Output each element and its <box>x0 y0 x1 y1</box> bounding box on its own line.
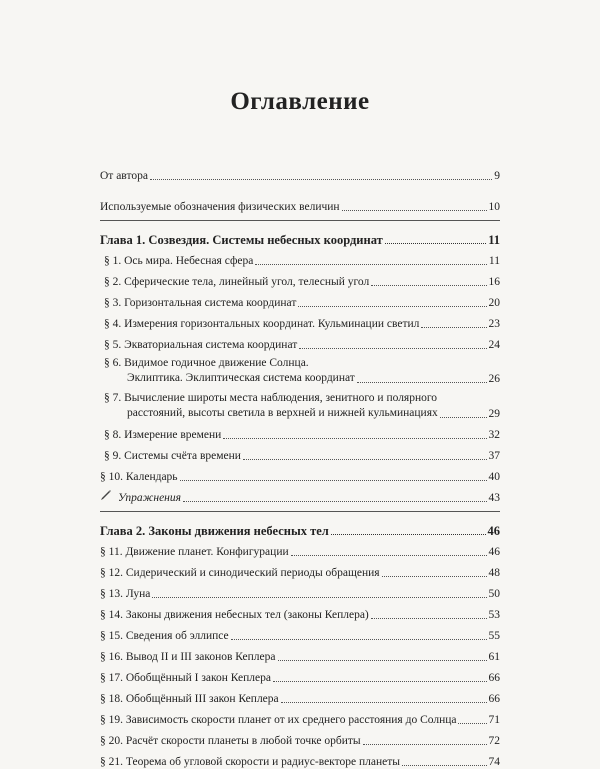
toc-page-number: 43 <box>488 492 500 504</box>
section-label: § 5. Экваториальная система координат <box>104 339 298 351</box>
dot-leader <box>243 459 487 460</box>
toc-page-number: 72 <box>488 735 500 747</box>
toc-chapter-1[interactable] <box>100 223 500 247</box>
toc-page-number: 48 <box>488 567 500 579</box>
toc-section[interactable] <box>100 727 500 748</box>
toc-section[interactable] <box>100 247 500 268</box>
section-label-line1: § 7. Вычисление широты места наблюдения, зенитного и полярного <box>104 392 438 404</box>
dot-leader <box>223 438 486 439</box>
section-label <box>104 356 355 386</box>
dot-leader <box>421 327 486 328</box>
section-label: § 9. Системы счёта времени <box>104 450 241 462</box>
toc-entry-notation[interactable] <box>100 193 500 214</box>
toc-page-number: 29 <box>488 408 500 420</box>
toc-page-number: 74 <box>488 756 500 768</box>
section-label: § 16. Вывод II и III законов Кеплера <box>100 651 276 663</box>
toc-page-number: 11 <box>488 255 500 267</box>
toc-page-number: 53 <box>488 609 500 621</box>
dot-leader <box>385 243 486 244</box>
dot-leader <box>382 576 487 577</box>
section-label: § 15. Сведения об эллипсе <box>100 630 229 642</box>
toc-section-6[interactable] <box>100 356 500 386</box>
pencil-icon <box>100 489 114 505</box>
dot-leader <box>342 210 487 211</box>
section-label <box>104 391 438 421</box>
toc-page-number: 10 <box>488 201 500 213</box>
section-label: § 14. Законы движения небесных тел (законы Кеплера) <box>100 609 369 621</box>
page-title: Оглавление <box>230 88 370 115</box>
dot-leader <box>281 702 487 703</box>
divider <box>100 511 500 512</box>
section-label: § 1. Ось мира. Небесная сфера <box>104 255 254 267</box>
toc-page-number: 16 <box>488 276 500 288</box>
toc-page-number: 11 <box>488 233 500 247</box>
dot-leader <box>231 639 487 640</box>
toc-section[interactable] <box>100 463 500 484</box>
dot-leader <box>278 660 487 661</box>
toc-page-number: 24 <box>488 339 500 351</box>
section-label: § 3. Горизонтальная система координат <box>104 297 297 309</box>
section-label-line2: расстояний, высоты светила в верхней и нижней кульминациях <box>127 407 438 419</box>
section-label: § 4. Измерения горизонтальных координат. Кульминации светил <box>104 318 420 330</box>
toc-section[interactable] <box>100 421 500 442</box>
section-label: § 12. Сидерический и синодический периоды обращения <box>100 567 380 579</box>
dot-leader <box>402 765 487 766</box>
section-label: Упражнения <box>118 492 181 504</box>
toc-section[interactable] <box>100 559 500 580</box>
toc-section[interactable] <box>100 580 500 601</box>
toc-entry-label: От автора <box>100 170 148 182</box>
toc-section[interactable] <box>100 685 500 706</box>
table-of-contents <box>100 162 500 769</box>
toc-section[interactable] <box>100 268 500 289</box>
toc-page-number: 46 <box>487 524 500 538</box>
section-label-line1: § 6. Видимое годичное движение Солнца. <box>104 357 309 369</box>
dot-leader <box>371 285 486 286</box>
dot-leader <box>440 417 487 418</box>
dot-leader <box>152 597 486 598</box>
toc-page-number: 40 <box>488 471 500 483</box>
toc-page-number: 61 <box>488 651 500 663</box>
toc-page-number: 66 <box>488 672 500 684</box>
chapter-title: Глава 1. Созвездия. Системы небесных координат <box>100 233 383 247</box>
section-label: § 2. Сферические тела, линейный угол, телесный угол <box>104 276 370 288</box>
toc-section[interactable] <box>100 664 500 685</box>
toc-page-number: 37 <box>488 450 500 462</box>
dot-leader <box>255 264 487 265</box>
toc-entry-label: Используемые обозначения физических величин <box>100 201 340 213</box>
toc-page-number: 23 <box>488 318 500 330</box>
dot-leader <box>331 534 486 535</box>
section-label: § 8. Измерение времени <box>104 429 222 441</box>
section-label: § 19. Зависимость скорости планет от их среднего расстояния до Солнца <box>100 714 457 726</box>
toc-page-number: 20 <box>488 297 500 309</box>
toc-page-number: 66 <box>488 693 500 705</box>
toc-section[interactable] <box>100 442 500 463</box>
toc-section[interactable] <box>100 748 500 769</box>
section-label: § 13. Луна <box>100 588 151 600</box>
toc-section[interactable] <box>100 643 500 664</box>
section-label-line2: Эклиптика. Эклиптическая система координат <box>127 372 355 384</box>
dot-leader <box>150 179 492 180</box>
dot-leader <box>363 744 487 745</box>
dot-leader <box>291 555 487 556</box>
toc-section[interactable] <box>100 622 500 643</box>
section-label: § 18. Обобщённый III закон Кеплера <box>100 693 279 705</box>
dot-leader <box>299 348 486 349</box>
toc-page-number: 71 <box>488 714 500 726</box>
dot-leader <box>357 382 487 383</box>
toc-section-7[interactable] <box>100 391 500 421</box>
divider <box>100 220 500 221</box>
toc-page-number: 50 <box>488 588 500 600</box>
toc-section[interactable] <box>100 331 500 352</box>
chapter-title: Глава 2. Законы движения небесных тел <box>100 524 329 538</box>
toc-exercises[interactable] <box>100 484 500 505</box>
toc-page-number: 55 <box>488 630 500 642</box>
toc-page-number: 26 <box>488 373 500 385</box>
dot-leader <box>298 306 486 307</box>
toc-section[interactable] <box>100 310 500 331</box>
toc-section[interactable] <box>100 289 500 310</box>
section-label: § 10. Календарь <box>100 471 178 483</box>
section-label: § 21. Теорема об угловой скорости и радиус-векторе планеты <box>100 756 400 768</box>
dot-leader <box>371 618 487 619</box>
toc-page-number: 46 <box>488 546 500 558</box>
toc-section[interactable] <box>100 601 500 622</box>
toc-page-number: 9 <box>494 170 500 182</box>
dot-leader <box>458 723 486 724</box>
dot-leader <box>273 681 487 682</box>
toc-chapter-2[interactable] <box>100 514 500 538</box>
toc-page-number: 32 <box>488 429 500 441</box>
toc-section[interactable] <box>100 538 500 559</box>
section-label: § 11. Движение планет. Конфигурации <box>100 546 289 558</box>
section-label: § 20. Расчёт скорости планеты в любой точке орбиты <box>100 735 361 747</box>
section-label: § 17. Обобщённый I закон Кеплера <box>100 672 271 684</box>
toc-entry-author[interactable] <box>100 162 500 183</box>
dot-leader <box>180 480 487 481</box>
toc-section[interactable] <box>100 706 500 727</box>
dot-leader <box>183 501 487 502</box>
